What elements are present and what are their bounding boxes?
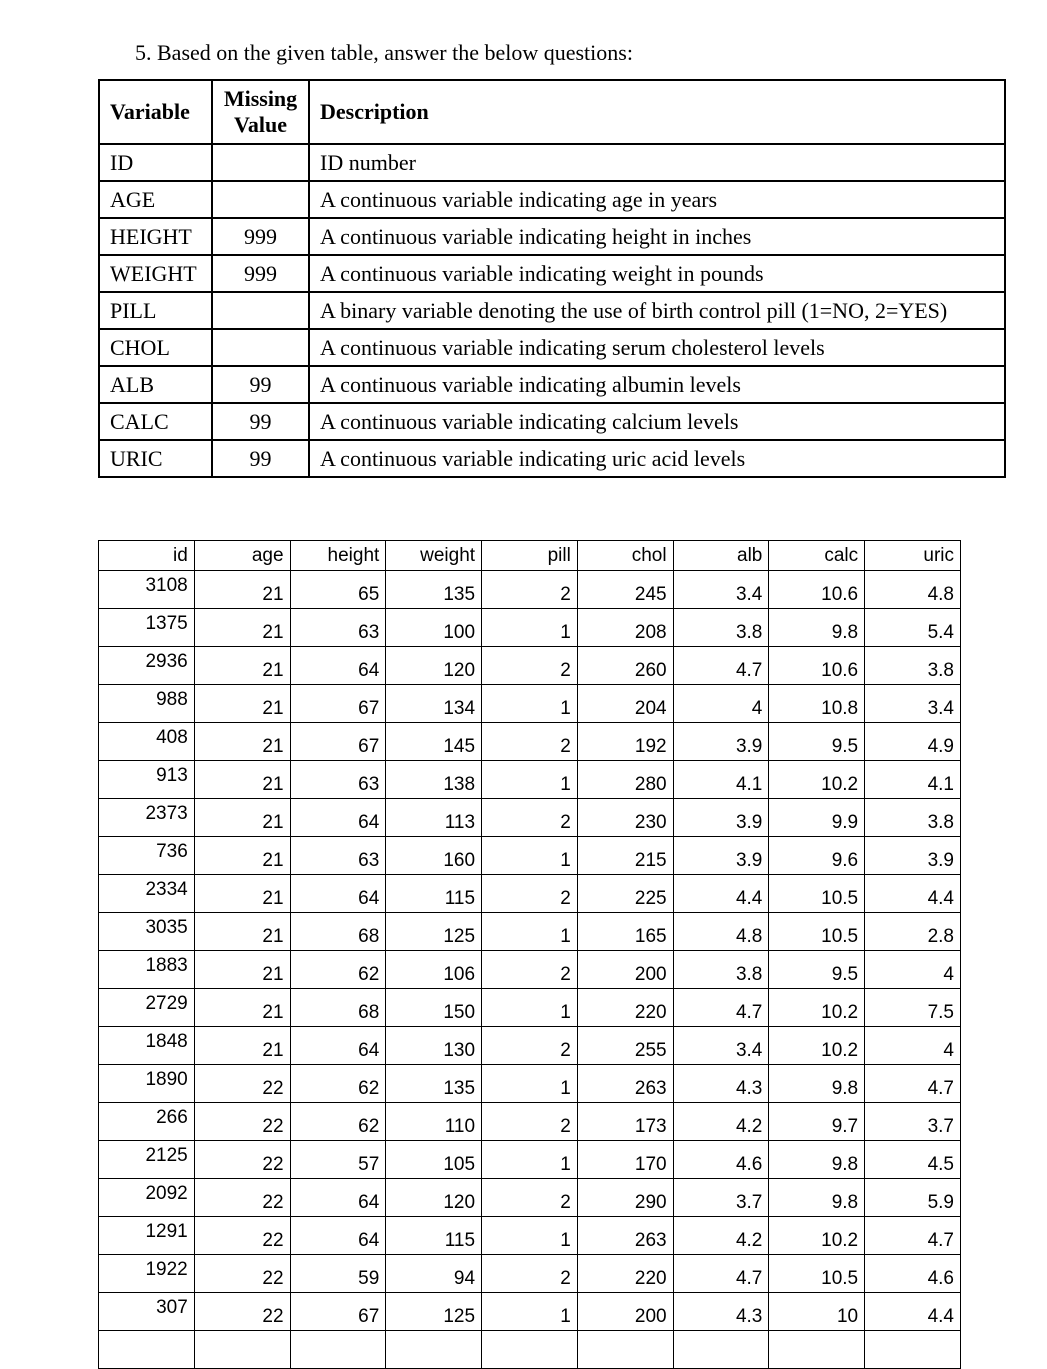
cell-height: 57 <box>290 1141 386 1179</box>
missing-value <box>212 144 309 181</box>
cell-id: 2092 <box>99 1179 195 1217</box>
cell-age: 22 <box>194 1179 290 1217</box>
cell-calc <box>769 1331 865 1369</box>
header-missing-value: Missing Value <box>212 80 309 144</box>
variable-row <box>99 144 1005 181</box>
cell-age: 21 <box>194 799 290 837</box>
variable-name: WEIGHT <box>99 255 212 292</box>
cell-calc: 9.5 <box>769 723 865 761</box>
cell-chol: 200 <box>577 951 673 989</box>
cell-weight: 94 <box>386 1255 482 1293</box>
cell-age: 21 <box>194 647 290 685</box>
cell-alb: 4.7 <box>673 989 769 1027</box>
data-row <box>99 799 961 837</box>
data-row <box>99 1293 961 1331</box>
cell-age: 22 <box>194 1217 290 1255</box>
cell-uric: 3.9 <box>865 837 961 875</box>
cell-height: 68 <box>290 913 386 951</box>
cell-height: 62 <box>290 951 386 989</box>
cell-id: 2334 <box>99 875 195 913</box>
cell-id: 408 <box>99 723 195 761</box>
variable-row <box>99 292 1005 329</box>
cell-age: 22 <box>194 1141 290 1179</box>
cell-id: 2729 <box>99 989 195 1027</box>
cell-uric: 5.9 <box>865 1179 961 1217</box>
cell-chol: 280 <box>577 761 673 799</box>
cell-pill: 2 <box>482 1103 578 1141</box>
cell-weight: 110 <box>386 1103 482 1141</box>
cell-alb: 4.3 <box>673 1293 769 1331</box>
cell-calc: 9.5 <box>769 951 865 989</box>
cell-uric: 4 <box>865 1027 961 1065</box>
cell-chol: 204 <box>577 685 673 723</box>
cell-pill: 1 <box>482 837 578 875</box>
cell-chol: 255 <box>577 1027 673 1065</box>
data-row <box>99 875 961 913</box>
cell-age: 21 <box>194 609 290 647</box>
cell-weight: 138 <box>386 761 482 799</box>
data-header-row <box>99 541 961 571</box>
cell-id: 988 <box>99 685 195 723</box>
cell-alb: 4.6 <box>673 1141 769 1179</box>
cell-height: 65 <box>290 571 386 609</box>
cell-uric: 4.7 <box>865 1065 961 1103</box>
missing-value: 99 <box>212 440 309 477</box>
cell-pill: 1 <box>482 1065 578 1103</box>
cell-id: 1375 <box>99 609 195 647</box>
cell-calc: 9.8 <box>769 1141 865 1179</box>
cell-alb: 4.7 <box>673 1255 769 1293</box>
cell-height: 64 <box>290 1179 386 1217</box>
cell-calc: 10.8 <box>769 685 865 723</box>
data-row <box>99 1179 961 1217</box>
cell-id: 2125 <box>99 1141 195 1179</box>
variable-row <box>99 329 1005 366</box>
cell-pill: 2 <box>482 571 578 609</box>
cell-age: 21 <box>194 837 290 875</box>
cell-weight <box>386 1331 482 1369</box>
cell-uric: 4.4 <box>865 1293 961 1331</box>
cell-chol: 220 <box>577 989 673 1027</box>
cell-age: 21 <box>194 1027 290 1065</box>
cell-id: 3035 <box>99 913 195 951</box>
cell-pill: 1 <box>482 989 578 1027</box>
variable-description: A continuous variable indicating age in years <box>309 181 1005 218</box>
cell-pill: 1 <box>482 1293 578 1331</box>
cell-age: 21 <box>194 951 290 989</box>
column-header-uric: uric <box>865 541 961 571</box>
cell-id: 2373 <box>99 799 195 837</box>
cell-pill: 1 <box>482 1217 578 1255</box>
cell-weight: 115 <box>386 1217 482 1255</box>
cell-calc: 10.6 <box>769 647 865 685</box>
column-header-weight: weight <box>386 541 482 571</box>
cell-alb: 3.9 <box>673 837 769 875</box>
cell-calc: 9.8 <box>769 1179 865 1217</box>
variable-description: A continuous variable indicating albumin levels <box>309 366 1005 403</box>
cell-calc: 10.6 <box>769 571 865 609</box>
data-row <box>99 989 961 1027</box>
cell-chol: 220 <box>577 1255 673 1293</box>
cell-pill: 2 <box>482 951 578 989</box>
cell-alb: 3.9 <box>673 723 769 761</box>
cell-pill: 2 <box>482 1255 578 1293</box>
cell-height <box>290 1331 386 1369</box>
data-row <box>99 647 961 685</box>
cell-uric: 3.4 <box>865 685 961 723</box>
cell-calc: 10.2 <box>769 1027 865 1065</box>
missing-value: 999 <box>212 255 309 292</box>
cell-chol: 225 <box>577 875 673 913</box>
variable-description: A continuous variable indicating height in inches <box>309 218 1005 255</box>
cell-chol: 208 <box>577 609 673 647</box>
cell-calc: 10.5 <box>769 875 865 913</box>
cell-calc: 10.5 <box>769 913 865 951</box>
cell-pill: 1 <box>482 761 578 799</box>
cell-uric: 3.7 <box>865 1103 961 1141</box>
data-row <box>99 685 961 723</box>
cell-age: 22 <box>194 1255 290 1293</box>
data-row <box>99 1103 961 1141</box>
cell-calc: 9.6 <box>769 837 865 875</box>
cell-age: 21 <box>194 913 290 951</box>
data-row <box>99 837 961 875</box>
cell-uric: 4 <box>865 951 961 989</box>
data-row <box>99 571 961 609</box>
data-row <box>99 609 961 647</box>
cell-height: 62 <box>290 1103 386 1141</box>
cell-alb: 3.4 <box>673 1027 769 1065</box>
variable-row <box>99 255 1005 292</box>
cell-uric: 4.8 <box>865 571 961 609</box>
cell-uric: 4.9 <box>865 723 961 761</box>
cell-chol: 165 <box>577 913 673 951</box>
cell-weight: 135 <box>386 571 482 609</box>
cell-chol: 263 <box>577 1217 673 1255</box>
data-row <box>99 913 961 951</box>
cell-pill: 2 <box>482 647 578 685</box>
data-row <box>99 1331 961 1369</box>
cell-pill: 2 <box>482 1179 578 1217</box>
cell-pill: 2 <box>482 875 578 913</box>
cell-age: 22 <box>194 1103 290 1141</box>
cell-height: 64 <box>290 799 386 837</box>
cell-weight: 100 <box>386 609 482 647</box>
cell-alb: 3.8 <box>673 609 769 647</box>
cell-chol: 260 <box>577 647 673 685</box>
variable-description: A continuous variable indicating uric acid levels <box>309 440 1005 477</box>
cell-height: 63 <box>290 609 386 647</box>
cell-chol: 230 <box>577 799 673 837</box>
cell-pill: 1 <box>482 609 578 647</box>
cell-height: 62 <box>290 1065 386 1103</box>
question-text: 5. Based on the given table, answer the below questions: <box>135 40 633 65</box>
variable-row <box>99 403 1005 440</box>
variable-description: ID number <box>309 144 1005 181</box>
data-row <box>99 1217 961 1255</box>
cell-alb: 4.2 <box>673 1217 769 1255</box>
cell-pill: 1 <box>482 1141 578 1179</box>
data-table <box>98 540 961 1369</box>
cell-uric: 4.5 <box>865 1141 961 1179</box>
variable-row <box>99 218 1005 255</box>
cell-weight: 125 <box>386 1293 482 1331</box>
cell-chol: 173 <box>577 1103 673 1141</box>
cell-calc: 10.5 <box>769 1255 865 1293</box>
cell-chol: 192 <box>577 723 673 761</box>
cell-uric <box>865 1331 961 1369</box>
cell-height: 67 <box>290 723 386 761</box>
cell-calc: 10 <box>769 1293 865 1331</box>
cell-alb: 3.7 <box>673 1179 769 1217</box>
cell-pill: 1 <box>482 685 578 723</box>
cell-height: 64 <box>290 647 386 685</box>
cell-id: 1291 <box>99 1217 195 1255</box>
missing-value: 99 <box>212 403 309 440</box>
cell-alb: 3.9 <box>673 799 769 837</box>
cell-uric: 4.6 <box>865 1255 961 1293</box>
missing-value <box>212 181 309 218</box>
data-row <box>99 1065 961 1103</box>
cell-id: 266 <box>99 1103 195 1141</box>
column-header-chol: chol <box>577 541 673 571</box>
cell-uric: 5.4 <box>865 609 961 647</box>
missing-value <box>212 329 309 366</box>
cell-age: 21 <box>194 571 290 609</box>
cell-weight: 130 <box>386 1027 482 1065</box>
cell-pill: 2 <box>482 799 578 837</box>
cell-chol: 263 <box>577 1065 673 1103</box>
data-row <box>99 1255 961 1293</box>
header-variable: Variable <box>99 80 212 144</box>
cell-uric: 4.7 <box>865 1217 961 1255</box>
variable-row <box>99 366 1005 403</box>
variable-row <box>99 181 1005 218</box>
cell-alb: 4.7 <box>673 647 769 685</box>
cell-height: 63 <box>290 837 386 875</box>
cell-alb: 4.8 <box>673 913 769 951</box>
data-row <box>99 723 961 761</box>
variable-description: A continuous variable indicating calcium levels <box>309 403 1005 440</box>
cell-pill: 1 <box>482 913 578 951</box>
variable-name: URIC <box>99 440 212 477</box>
cell-calc: 10.2 <box>769 989 865 1027</box>
column-header-calc: calc <box>769 541 865 571</box>
cell-weight: 145 <box>386 723 482 761</box>
cell-age: 21 <box>194 685 290 723</box>
cell-uric: 3.8 <box>865 647 961 685</box>
cell-weight: 120 <box>386 1179 482 1217</box>
cell-id: 2936 <box>99 647 195 685</box>
cell-height: 68 <box>290 989 386 1027</box>
cell-uric: 7.5 <box>865 989 961 1027</box>
cell-chol: 245 <box>577 571 673 609</box>
cell-calc: 9.7 <box>769 1103 865 1141</box>
cell-uric: 3.8 <box>865 799 961 837</box>
cell-alb: 3.8 <box>673 951 769 989</box>
data-row <box>99 951 961 989</box>
cell-uric: 4.4 <box>865 875 961 913</box>
missing-value <box>212 292 309 329</box>
cell-id: 913 <box>99 761 195 799</box>
cell-calc: 10.2 <box>769 761 865 799</box>
cell-alb <box>673 1331 769 1369</box>
cell-height: 59 <box>290 1255 386 1293</box>
cell-chol: 170 <box>577 1141 673 1179</box>
cell-calc: 9.8 <box>769 609 865 647</box>
column-header-height: height <box>290 541 386 571</box>
cell-alb: 4.2 <box>673 1103 769 1141</box>
cell-calc: 9.9 <box>769 799 865 837</box>
cell-height: 67 <box>290 1293 386 1331</box>
cell-chol <box>577 1331 673 1369</box>
cell-id: 1890 <box>99 1065 195 1103</box>
cell-alb: 4.4 <box>673 875 769 913</box>
header-description: Description <box>309 80 1005 144</box>
cell-weight: 120 <box>386 647 482 685</box>
cell-id: 736 <box>99 837 195 875</box>
variable-description: A continuous variable indicating serum cholesterol levels <box>309 329 1005 366</box>
variable-name: ALB <box>99 366 212 403</box>
cell-weight: 160 <box>386 837 482 875</box>
cell-chol: 200 <box>577 1293 673 1331</box>
cell-calc: 10.2 <box>769 1217 865 1255</box>
cell-weight: 125 <box>386 913 482 951</box>
missing-value: 99 <box>212 366 309 403</box>
cell-pill: 2 <box>482 723 578 761</box>
variables-table <box>98 79 1006 478</box>
cell-pill <box>482 1331 578 1369</box>
missing-value: 999 <box>212 218 309 255</box>
cell-age: 22 <box>194 1293 290 1331</box>
cell-id <box>99 1331 195 1369</box>
variable-row <box>99 440 1005 477</box>
cell-weight: 115 <box>386 875 482 913</box>
variables-header-row <box>99 80 1005 144</box>
cell-chol: 215 <box>577 837 673 875</box>
cell-height: 64 <box>290 875 386 913</box>
cell-uric: 4.1 <box>865 761 961 799</box>
variable-description: A continuous variable indicating weight in pounds <box>309 255 1005 292</box>
cell-weight: 150 <box>386 989 482 1027</box>
cell-age: 21 <box>194 989 290 1027</box>
column-header-pill: pill <box>482 541 578 571</box>
data-row <box>99 1027 961 1065</box>
cell-alb: 4 <box>673 685 769 723</box>
variable-name: CHOL <box>99 329 212 366</box>
cell-alb: 3.4 <box>673 571 769 609</box>
variable-name: PILL <box>99 292 212 329</box>
cell-age: 21 <box>194 875 290 913</box>
cell-height: 67 <box>290 685 386 723</box>
cell-calc: 9.8 <box>769 1065 865 1103</box>
cell-chol: 290 <box>577 1179 673 1217</box>
cell-weight: 105 <box>386 1141 482 1179</box>
variable-description: A binary variable denoting the use of birth control pill (1=NO, 2=YES) <box>309 292 1005 329</box>
column-header-id: id <box>99 541 195 571</box>
cell-weight: 134 <box>386 685 482 723</box>
cell-weight: 106 <box>386 951 482 989</box>
cell-height: 64 <box>290 1027 386 1065</box>
variable-name: HEIGHT <box>99 218 212 255</box>
data-row <box>99 761 961 799</box>
cell-id: 3108 <box>99 571 195 609</box>
variable-name: AGE <box>99 181 212 218</box>
column-header-alb: alb <box>673 541 769 571</box>
cell-age: 21 <box>194 723 290 761</box>
cell-height: 64 <box>290 1217 386 1255</box>
cell-pill: 2 <box>482 1027 578 1065</box>
cell-id: 307 <box>99 1293 195 1331</box>
cell-alb: 4.1 <box>673 761 769 799</box>
cell-weight: 135 <box>386 1065 482 1103</box>
cell-age: 21 <box>194 761 290 799</box>
cell-alb: 4.3 <box>673 1065 769 1103</box>
cell-id: 1848 <box>99 1027 195 1065</box>
cell-id: 1883 <box>99 951 195 989</box>
cell-age: 22 <box>194 1065 290 1103</box>
variable-name: CALC <box>99 403 212 440</box>
cell-id: 1922 <box>99 1255 195 1293</box>
cell-age <box>194 1331 290 1369</box>
data-row <box>99 1141 961 1179</box>
column-header-age: age <box>194 541 290 571</box>
cell-weight: 113 <box>386 799 482 837</box>
cell-height: 63 <box>290 761 386 799</box>
variable-name: ID <box>99 144 212 181</box>
cell-uric: 2.8 <box>865 913 961 951</box>
